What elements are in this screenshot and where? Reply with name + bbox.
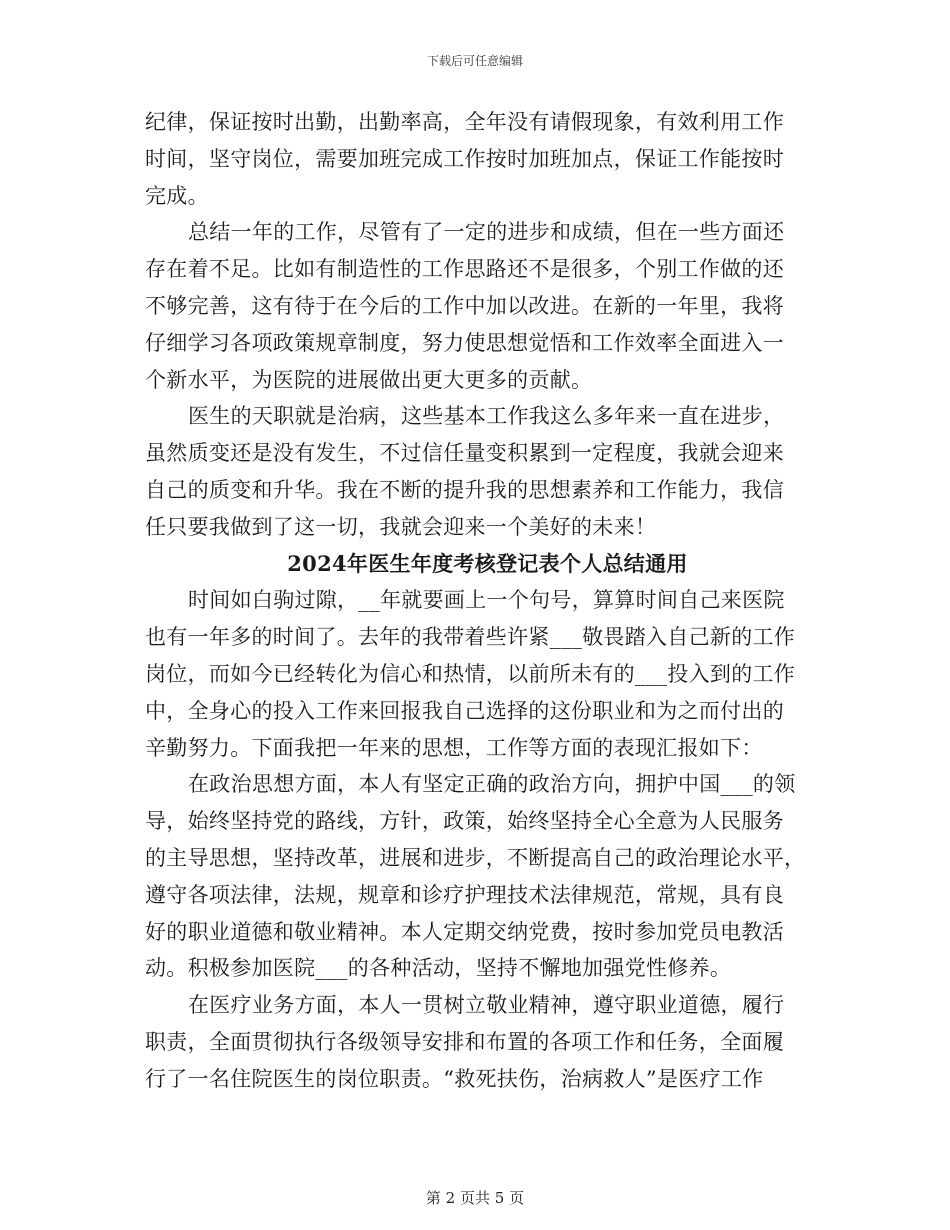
text-line: 医生的天职就是治病，这些基本工作我这么多年来一直在进步， [188, 404, 785, 429]
text-line: 时间，坚守岗位，需要加班完成工作按时加班加点，保证工作能按时 [145, 146, 784, 171]
text-line: 在政治思想方面，本人有坚定正确的政治方向，拥护中国___的领 [188, 772, 796, 797]
text-line: 时间如白驹过隙，__年就要画上一个句号，算算时间自己来医院 [188, 588, 785, 613]
text-line: 虽然质变还是没有发生，不过信任量变积累到一定程度，我就会迎来 [145, 441, 784, 466]
text-line: 行了一名住院医生的岗位职责。“救死扶伤，治病救人”是医疗工作 [145, 1066, 764, 1091]
page-footer: 第 2 页共 5 页 [425, 1189, 525, 1207]
text-line: 中，全身心的投入工作来回报我自己选择的这份职业和为之而付出的 [145, 698, 784, 723]
text-line: 存在着不足。比如有制造性的工作思路还不是很多，个别工作做的还 [145, 257, 784, 282]
text-line: 的主导思想，坚持改革，进展和进步，不断提高自己的政治理论水平， [145, 845, 806, 870]
text-line: 岗位，而如今已经转化为信心和热情，以前所未有的___投入到的工作 [145, 661, 796, 686]
text-line: 总结一年的工作，尽管有了一定的进步和成绩，但在一些方面还 [188, 220, 785, 245]
text-line: 仔细学习各项政策规章制度，努力使思想觉悟和工作效率全面进入一 [145, 330, 784, 355]
text-line: 职责，全面贯彻执行各级领导安排和布置的各项工作和任务，全面履 [145, 1029, 784, 1054]
page-header: 下载后可任意编辑 [426, 54, 523, 68]
text-line: 纪律，保证按时出勤，出勤率高，全年没有请假现象，有效利用工作 [145, 110, 784, 134]
text-line: 好的职业道德和敬业精神。本人定期交纳党费，按时参加党员电教活 [145, 919, 784, 944]
text-line: 导，始终坚持党的路线，方针，政策，始终坚持全心全意为人民服务 [145, 809, 784, 834]
text-line: 在医疗业务方面，本人一贯树立敬业精神，遵守职业道德，履行 [188, 993, 785, 1018]
section-title: 2024年医生年度考核登记表个人总结通用 [287, 550, 688, 576]
text-line: 任只要我做到了这一切，我就会迎来一个美好的未来！ [145, 514, 657, 539]
text-line: 不够完善，这有待于在今后的工作中加以改进。在新的一年里，我将 [145, 293, 784, 318]
text-line: 自己的质变和升华。我在不断的提升我的思想素养和工作能力，我信 [145, 477, 784, 502]
text-line: 遵守各项法律，法规，规章和诊疗护理技术法律规范，常规，具有良 [145, 882, 784, 907]
text-line: 辛勤努力。下面我把一年来的思想，工作等方面的表现汇报如下： [145, 735, 763, 760]
document-body [145, 104, 810, 1098]
text-line: 动。积极参加医院___的各种活动，坚持不懈地加强党性修养。 [145, 956, 732, 981]
text-line: 个新水平，为医院的进展做出更大更多的贡献。 [145, 367, 593, 392]
text-line: 完成。 [145, 183, 209, 208]
text-line: 也有一年多的时间了。去年的我带着些许紧___敬畏踏入自己新的工作 [145, 625, 796, 650]
